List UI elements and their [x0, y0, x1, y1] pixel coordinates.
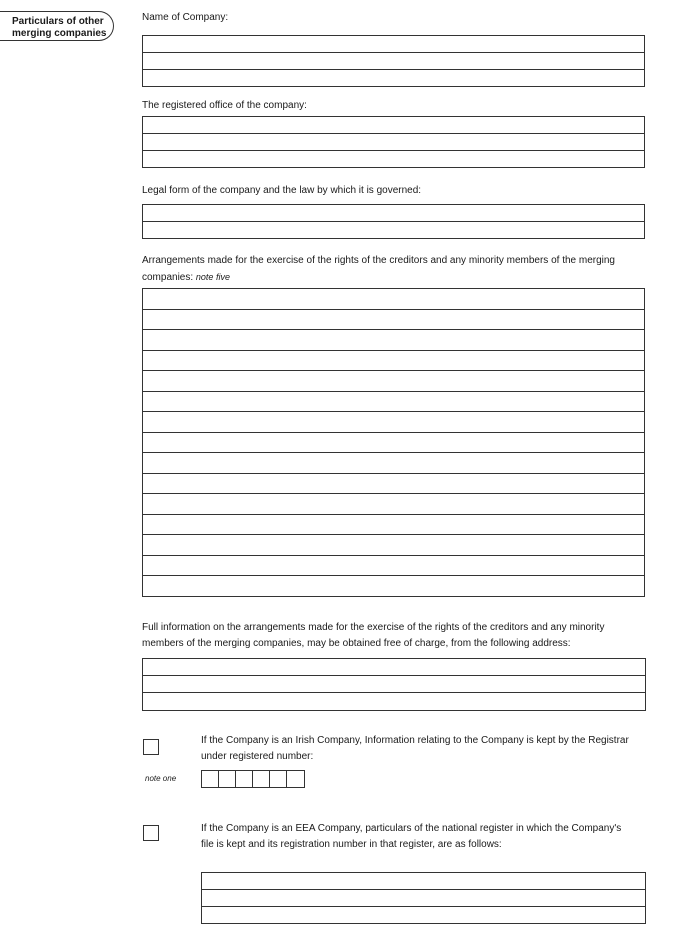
company-name-line[interactable]	[143, 70, 644, 86]
registered-office-label: The registered office of the company:	[142, 100, 307, 111]
arrangements-line[interactable]	[143, 474, 644, 495]
full-info-box[interactable]	[142, 658, 646, 711]
registered-number-boxes[interactable]	[201, 770, 305, 788]
registered-number-cell[interactable]	[270, 771, 287, 787]
arrangements-line[interactable]	[143, 433, 644, 454]
eea-register-box[interactable]	[201, 872, 646, 924]
section-tab	[0, 11, 114, 41]
eea-company-checkbox[interactable]	[143, 825, 159, 841]
registered-number-cell[interactable]	[236, 771, 253, 787]
registered-office-line[interactable]	[143, 117, 644, 134]
eea-register-line[interactable]	[202, 873, 645, 890]
company-name-line[interactable]	[143, 36, 644, 53]
legal-form-label: Legal form of the company and the law by which it is governed:	[142, 185, 422, 196]
eea-company-label: If the Company is an EEA Company, particulars of the national register in which the Company's file is kept and its registration number in that register, are as follows:	[201, 823, 622, 850]
arrangements-note: note five	[195, 272, 230, 282]
arrangements-line[interactable]	[143, 351, 644, 372]
full-info-line[interactable]	[143, 676, 645, 693]
eea-register-line[interactable]	[202, 890, 645, 907]
section-tab-line1: Particulars of other	[12, 16, 104, 27]
registered-number-cell[interactable]	[202, 771, 219, 787]
arrangements-line[interactable]	[143, 330, 644, 351]
arrangements-box[interactable]	[142, 288, 645, 597]
company-name-line[interactable]	[143, 53, 644, 70]
arrangements-line[interactable]	[143, 515, 644, 536]
arrangements-line[interactable]	[143, 556, 644, 577]
irish-company-checkbox[interactable]	[143, 739, 159, 755]
arrangements-text: Arrangements made for the exercise of the rights of the creditors and any minority members of the merging companies:	[142, 255, 615, 283]
irish-note: note one	[145, 774, 177, 783]
registered-office-box[interactable]	[142, 116, 645, 168]
arrangements-line[interactable]	[143, 453, 644, 474]
arrangements-line[interactable]	[143, 289, 644, 310]
full-info-line[interactable]	[143, 659, 645, 676]
registered-office-line[interactable]	[143, 134, 644, 151]
legal-form-line[interactable]	[143, 205, 644, 222]
full-info-label: Full information on the arrangements made for the exercise of the rights of the creditors and any minority members of the merging companies, may be obtained free of charge, from the following address:	[142, 622, 605, 649]
arrangements-line[interactable]	[143, 412, 644, 433]
arrangements-line[interactable]	[143, 392, 644, 413]
registered-number-cell[interactable]	[219, 771, 236, 787]
arrangements-line[interactable]	[143, 310, 644, 331]
legal-form-box[interactable]	[142, 204, 645, 239]
irish-company-label: If the Company is an Irish Company, Information relating to the Company is kept by the Registrar under registered number:	[201, 735, 629, 762]
arrangements-line[interactable]	[143, 576, 644, 596]
full-info-line[interactable]	[143, 693, 645, 710]
company-name-label: Name of Company:	[142, 12, 229, 23]
arrangements-label	[142, 253, 622, 286]
eea-register-line[interactable]	[202, 907, 645, 923]
registered-number-cell[interactable]	[253, 771, 270, 787]
legal-form-line[interactable]	[143, 222, 644, 238]
registered-number-cell[interactable]	[287, 771, 304, 787]
registered-office-line[interactable]	[143, 151, 644, 167]
company-name-box[interactable]	[142, 35, 645, 87]
arrangements-line[interactable]	[143, 494, 644, 515]
section-tab-line2: merging companies	[12, 28, 107, 39]
arrangements-line[interactable]	[143, 371, 644, 392]
arrangements-line[interactable]	[143, 535, 644, 556]
